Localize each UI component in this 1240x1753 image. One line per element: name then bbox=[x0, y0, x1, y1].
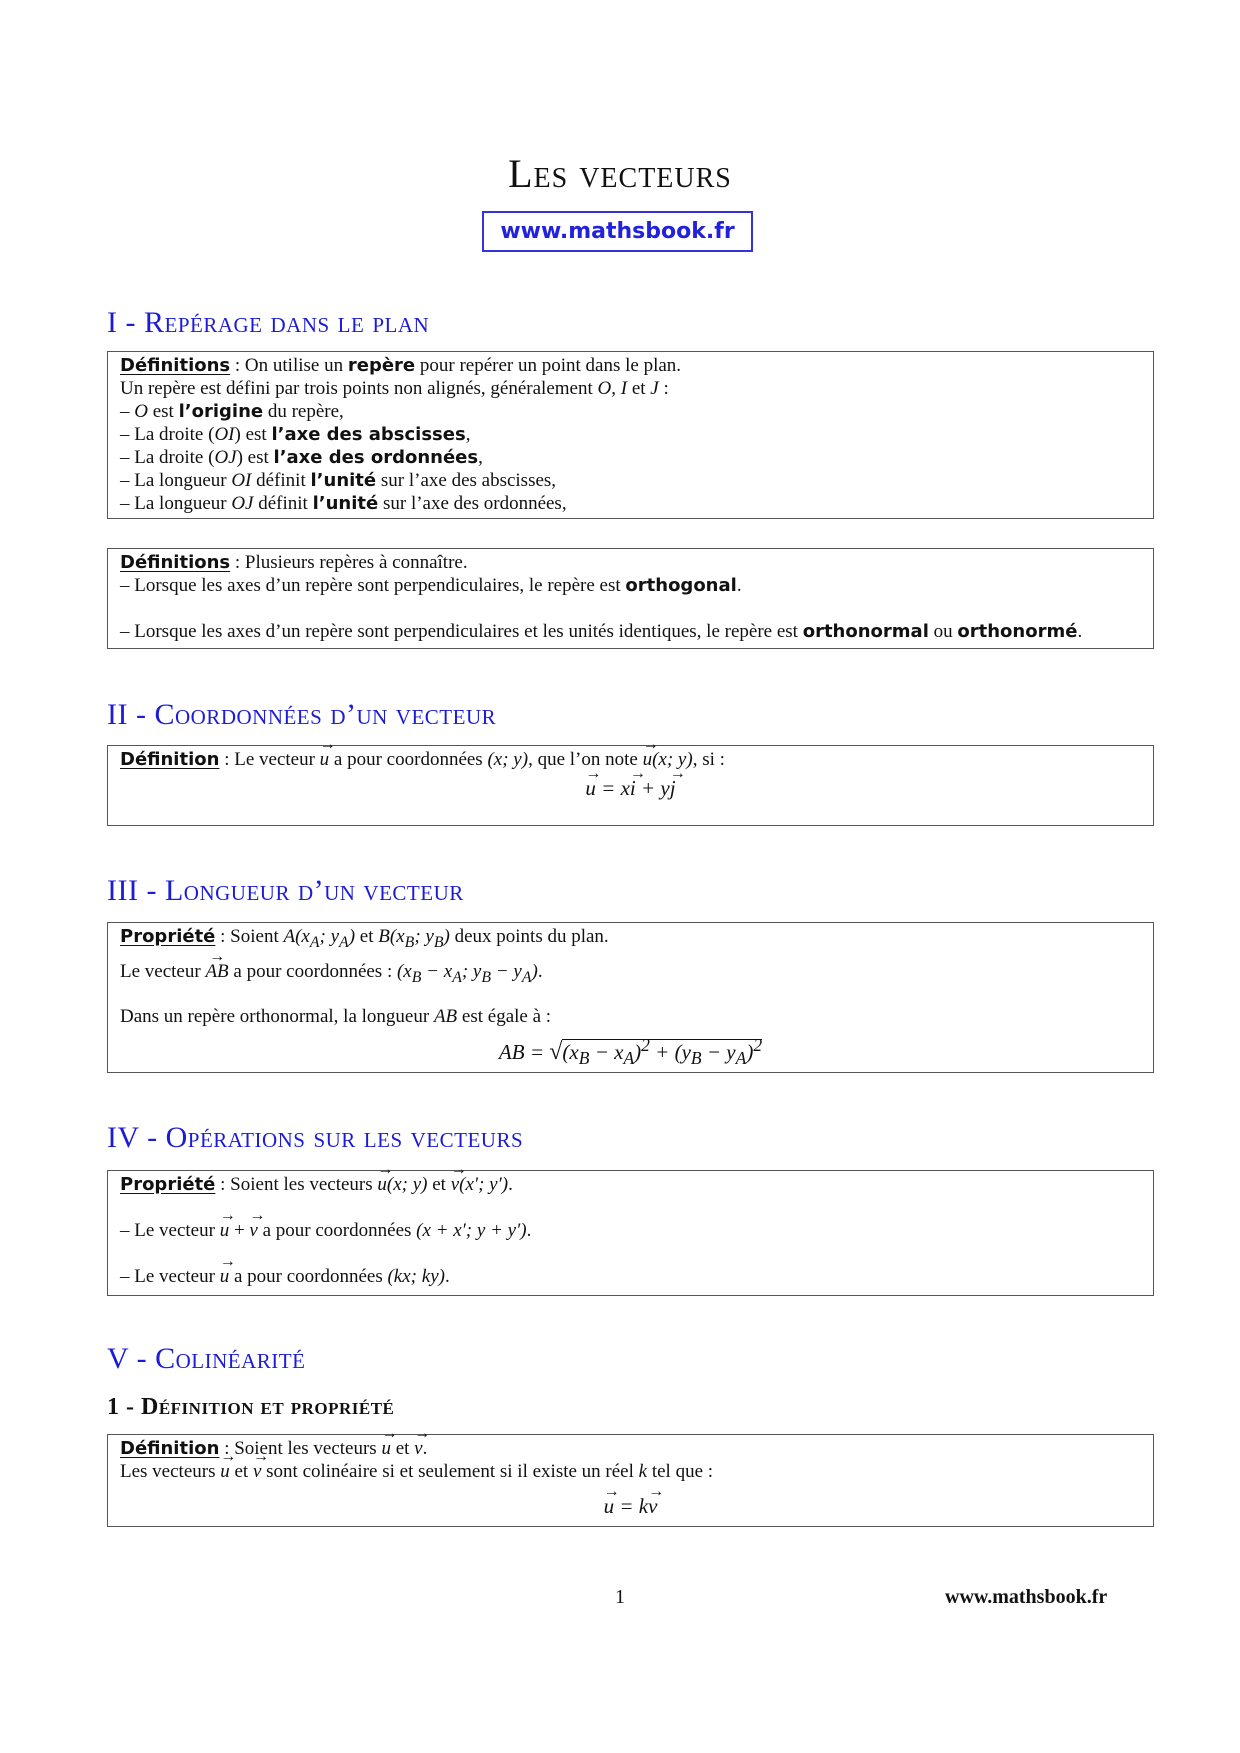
text: tel que : bbox=[647, 1461, 714, 1482]
bold-text: l’unité bbox=[312, 493, 379, 514]
text: , si : bbox=[692, 749, 725, 770]
text: ou bbox=[928, 621, 958, 642]
text: . bbox=[422, 1438, 428, 1459]
document-title: Les vecteurs bbox=[508, 151, 732, 196]
bold-text: repère bbox=[347, 355, 416, 376]
box-line bbox=[120, 1005, 1141, 1028]
box-label: Définition bbox=[120, 749, 220, 770]
math: O bbox=[134, 401, 148, 422]
sqrt-symbol: √ bbox=[549, 1038, 563, 1065]
box-line bbox=[120, 1460, 1141, 1483]
text: pour repérer un point dans le plan. bbox=[415, 355, 682, 376]
box-label: Définition bbox=[120, 1438, 220, 1459]
box-line bbox=[120, 551, 1141, 574]
bold-text: l’unité bbox=[310, 470, 377, 491]
vector-v: → v bbox=[249, 1219, 257, 1242]
radicand bbox=[562, 1034, 763, 1068]
box-line bbox=[120, 1173, 1141, 1196]
math: (x + x′; y + y′) bbox=[416, 1220, 527, 1241]
math-sub: A bbox=[735, 1047, 747, 1068]
site-link-box[interactable]: www.mathsbook.fr bbox=[482, 211, 753, 252]
box-line bbox=[120, 574, 1141, 597]
section-1-title: I - Repérage dans le plan bbox=[107, 306, 430, 339]
bold-text: orthogonal bbox=[625, 575, 737, 596]
text: – bbox=[120, 401, 135, 422]
math: AB bbox=[433, 1005, 458, 1027]
vector-u: → u bbox=[381, 1437, 391, 1460]
text: est bbox=[147, 401, 179, 422]
math: (x bbox=[396, 960, 412, 982]
property-box-longueur bbox=[107, 922, 1154, 1073]
text: – La longueur bbox=[120, 493, 232, 514]
math: ) bbox=[531, 960, 538, 982]
math: ) bbox=[746, 1039, 754, 1064]
math-sub: B bbox=[411, 968, 422, 986]
text: a pour coordonnées bbox=[257, 1220, 417, 1241]
math-sub: A bbox=[521, 968, 532, 986]
text: , bbox=[478, 447, 483, 468]
bold-text: l’axe des ordonnées bbox=[273, 447, 479, 468]
bold-text: l’axe des abscisses bbox=[271, 424, 466, 445]
text: définit bbox=[251, 470, 311, 491]
math: B(x bbox=[378, 926, 405, 947]
text: sont colinéaire si et seulement si il existe un réel bbox=[261, 1461, 639, 1482]
math-sub: A bbox=[452, 968, 462, 986]
text: est égale à : bbox=[457, 1005, 552, 1027]
vector-u: → u bbox=[377, 1173, 387, 1196]
text: et bbox=[390, 1438, 415, 1459]
bold-text: orthonormé bbox=[957, 621, 1078, 642]
vector-i: → i bbox=[630, 777, 636, 800]
text: définit bbox=[253, 493, 313, 514]
math: + y bbox=[635, 776, 670, 800]
math: J bbox=[650, 378, 659, 399]
text: Les vecteurs bbox=[120, 1461, 221, 1482]
box-line bbox=[120, 446, 1141, 469]
math: k bbox=[638, 1461, 648, 1482]
text: . bbox=[444, 1266, 450, 1287]
text: – Lorsque les axes d’un repère sont perpendiculaires et les unités identiques, le repère est bbox=[120, 621, 803, 642]
vector-u: → u bbox=[220, 1219, 230, 1242]
text: sur l’axe des ordonnées, bbox=[378, 493, 567, 514]
vector-u: → u bbox=[585, 777, 596, 800]
math: = x bbox=[595, 776, 630, 800]
text: Dans un repère orthonormal, la longueur bbox=[120, 1005, 434, 1027]
text: . bbox=[508, 1174, 513, 1195]
box-line bbox=[120, 1219, 1141, 1242]
section-3-title: III - Longueur d’un vecteur bbox=[107, 874, 464, 907]
text: , bbox=[611, 378, 621, 399]
text: : Soient bbox=[215, 926, 284, 947]
vector-u: → u bbox=[604, 1495, 615, 1518]
box-line bbox=[120, 469, 1141, 492]
text: ) est bbox=[234, 424, 272, 445]
vector-ab: → AB bbox=[205, 960, 228, 983]
box-line bbox=[120, 423, 1141, 446]
math: − y bbox=[491, 960, 522, 982]
text: . bbox=[526, 1220, 532, 1241]
math: (x′; y′) bbox=[459, 1174, 509, 1195]
text: – La droite ( bbox=[120, 424, 215, 445]
section-5-title: V - Colinéarité bbox=[107, 1342, 306, 1375]
text: deux points du plan. bbox=[449, 926, 609, 947]
math-sup: 2 bbox=[753, 1034, 763, 1055]
text: sur l’axe des abscisses, bbox=[376, 470, 557, 491]
math-sub: B bbox=[404, 933, 415, 951]
text: : Plusieurs repères à connaître. bbox=[230, 552, 468, 573]
box-line bbox=[120, 1437, 1141, 1460]
text: a pour coordonnées bbox=[329, 749, 488, 770]
math: A(x bbox=[283, 926, 310, 947]
text: – La droite ( bbox=[120, 447, 215, 468]
math: − y bbox=[701, 1039, 736, 1064]
vector-v: → v bbox=[648, 1495, 657, 1518]
bold-text: l’origine bbox=[178, 401, 264, 422]
box-label: Définitions bbox=[120, 552, 231, 573]
text: du repère, bbox=[263, 401, 344, 422]
math-sub: B bbox=[578, 1047, 590, 1068]
math: OI bbox=[231, 470, 252, 491]
math: (kx; ky) bbox=[387, 1266, 445, 1287]
math: + (y bbox=[649, 1039, 691, 1064]
math: ) bbox=[348, 926, 356, 947]
math-sub: A bbox=[309, 933, 320, 951]
vector-u: → u bbox=[220, 1460, 230, 1483]
math: ; y bbox=[461, 960, 482, 982]
text: : Le vecteur bbox=[219, 749, 320, 770]
math-sup: 2 bbox=[641, 1034, 650, 1055]
math: ; y bbox=[319, 926, 340, 947]
definition-box-colinearite bbox=[107, 1434, 1154, 1527]
definition-box-repere bbox=[107, 351, 1154, 519]
math: (x; y) bbox=[652, 749, 693, 770]
math: − x bbox=[421, 960, 453, 982]
math: OJ bbox=[214, 447, 237, 468]
box-line bbox=[120, 354, 1141, 377]
math: O bbox=[597, 378, 612, 399]
text: : On utilise un bbox=[230, 355, 348, 376]
text: Un repère est défini par trois points non alignés, généralement bbox=[120, 378, 598, 399]
box-line bbox=[120, 377, 1141, 400]
math-sub: B bbox=[690, 1047, 702, 1068]
box-label: Définitions bbox=[120, 355, 231, 376]
math: − x bbox=[589, 1039, 624, 1064]
box-line bbox=[120, 1265, 1141, 1288]
text: + bbox=[229, 1220, 250, 1241]
vector-u: → u bbox=[220, 1265, 230, 1288]
math-sub: B bbox=[433, 933, 444, 951]
math: (x bbox=[562, 1039, 579, 1064]
text: . bbox=[1077, 621, 1083, 642]
math-sub: B bbox=[481, 968, 492, 986]
text: . bbox=[736, 575, 742, 596]
definition-box-reperes bbox=[107, 548, 1154, 649]
property-box-operations bbox=[107, 1170, 1154, 1296]
text: – La longueur bbox=[120, 470, 232, 491]
text: . bbox=[537, 960, 543, 982]
math: ; y bbox=[414, 926, 434, 947]
formula bbox=[120, 1034, 1141, 1070]
text: et bbox=[427, 1174, 451, 1195]
page-number: 1 bbox=[615, 1586, 625, 1608]
box-label: Propriété bbox=[120, 926, 216, 947]
box-label: Propriété bbox=[120, 1174, 216, 1195]
text: et bbox=[355, 926, 379, 947]
text: : Soient les vecteurs bbox=[219, 1438, 382, 1459]
math: OJ bbox=[231, 493, 254, 514]
text: ) est bbox=[236, 447, 274, 468]
math: (x; y) bbox=[386, 1174, 428, 1195]
text: et bbox=[229, 1461, 253, 1482]
vector-v: → v bbox=[414, 1437, 422, 1460]
section-2-title: II - Coordonnées d’un vecteur bbox=[107, 698, 497, 731]
text: , que l’on note bbox=[528, 749, 643, 770]
vector-j: → j bbox=[670, 777, 676, 800]
formula bbox=[120, 777, 1141, 800]
math: AB = bbox=[498, 1039, 550, 1064]
text: : Soient les vecteurs bbox=[215, 1174, 378, 1195]
text: – Lorsque les axes d’un repère sont perpendiculaires, le repère est bbox=[120, 575, 626, 596]
text: , bbox=[465, 424, 471, 445]
vector-u: → u bbox=[643, 748, 653, 771]
vector-v: → v bbox=[451, 1173, 459, 1196]
text: – Le vecteur bbox=[120, 1266, 220, 1287]
text: et bbox=[627, 378, 651, 399]
text: – Le vecteur bbox=[120, 1220, 220, 1241]
math: ) bbox=[634, 1039, 642, 1064]
box-line bbox=[120, 960, 1141, 989]
math-sub: A bbox=[623, 1047, 635, 1068]
box-line bbox=[120, 400, 1141, 423]
box-line bbox=[120, 492, 1141, 515]
definition-box-coordonnees bbox=[107, 745, 1154, 826]
footer-site[interactable]: www.mathsbook.fr bbox=[945, 1586, 1108, 1608]
text: : bbox=[658, 378, 669, 399]
section-4-title: IV - Opérations sur les vecteurs bbox=[107, 1121, 524, 1154]
math: ) bbox=[443, 926, 450, 947]
formula bbox=[120, 1495, 1141, 1518]
math: (x; y) bbox=[487, 749, 529, 770]
bold-text: orthonormal bbox=[802, 621, 929, 642]
text: a pour coordonnées : bbox=[228, 960, 397, 982]
math: = k bbox=[614, 1494, 649, 1518]
box-line bbox=[120, 925, 1141, 954]
math: I bbox=[620, 378, 628, 399]
math-sub: A bbox=[339, 933, 349, 951]
vector-v: → v bbox=[253, 1460, 261, 1483]
box-line bbox=[120, 620, 1141, 643]
vector-u: → u bbox=[320, 748, 330, 771]
subsection-title: 1 - Définition et propriété bbox=[107, 1394, 395, 1420]
text: Le vecteur bbox=[120, 960, 206, 982]
math: OI bbox=[214, 424, 235, 445]
text: a pour coordonnées bbox=[229, 1266, 388, 1287]
